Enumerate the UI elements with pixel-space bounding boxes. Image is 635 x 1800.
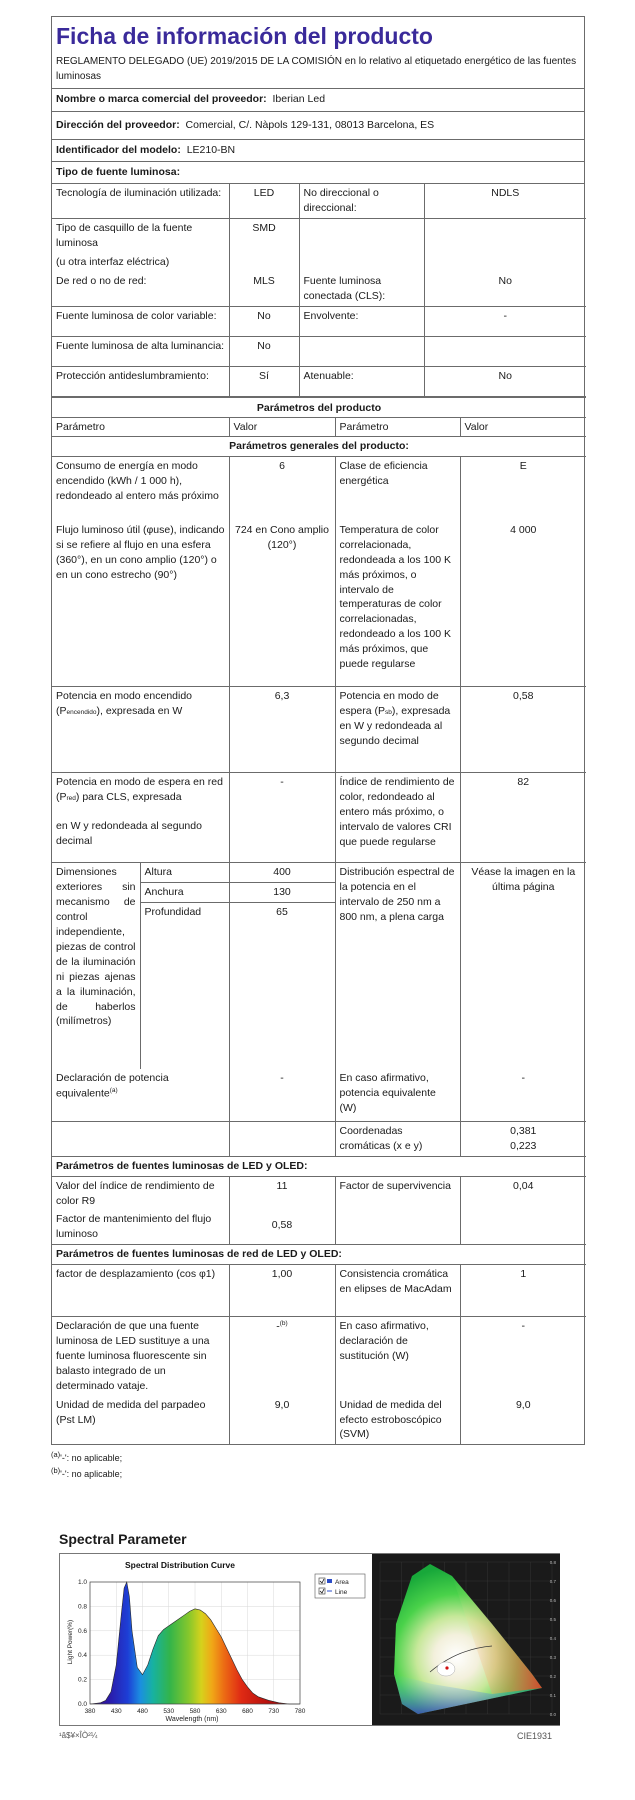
energy-label: Consumo de energía en modo encendido (kWh / 1 000 h), redondeado al entero más próximo [56, 460, 219, 503]
source-type-label: No direccional o direccional: [299, 184, 424, 218]
supplier-address-row [52, 112, 584, 140]
efficiency-value: E [460, 457, 586, 521]
footnotes [51, 1449, 122, 1482]
replace-w-label: En caso afirmativo, declaración de sustitución (W) [335, 1317, 460, 1396]
y-tick-label: 0.0 [77, 1701, 87, 1708]
spectral-distribution-chart [60, 1554, 372, 1725]
spd-value: Véase la imagen en la última página [460, 863, 586, 1070]
source-type-value [424, 253, 586, 272]
cie-tick-label: 0.7 [549, 1579, 556, 1584]
depth-value: 65 [276, 906, 288, 919]
net-standby-label: Potencia en modo de espera en red (Pred) para CLS, expresada en W y redondeada al segundo decimal [56, 776, 223, 848]
survival-label: Factor de supervivencia [335, 1176, 460, 1210]
width-value: 130 [230, 883, 335, 903]
source-type-value: Sí [229, 366, 299, 396]
x-tick-label: 530 [163, 1708, 175, 1715]
chart-legend [315, 1574, 365, 1598]
flux-label: Flujo luminoso útil (φuse), indicando si se refiere al flujo en una esfera (360°), en un cono amplio (120°) o en un cono estrecho (90°) [56, 523, 225, 581]
supplier-address-value: Comercial, C/. Nàpols 129-131, 08013 Barcelona, ES [185, 118, 435, 131]
source-type-label: Fuente luminosa conectada (CLS): [299, 272, 424, 306]
source-type-label: Atenuable: [299, 366, 424, 396]
coords-label: Coordenadas cromáticas (x e y) [335, 1121, 460, 1156]
source-type-label: Tecnología de iluminación utilizada: [56, 187, 222, 200]
standby-label: Potencia en modo de espera (Psb), expresada en W y redondeada al segundo decimal [335, 687, 460, 773]
mains-heading: Parámetros de fuentes luminosas de red de LED y OLED: [56, 1248, 342, 1261]
cct-value: 4 000 [460, 521, 586, 687]
source-type-label: Fuente luminosa de alta luminancia: [56, 339, 225, 352]
svm-label: Unidad de medida del efecto estroboscópico (SVM) [335, 1396, 460, 1445]
source-type-label: Tipo de casquillo de la fuente luminosa [56, 222, 193, 250]
source-type-value: No [229, 306, 299, 336]
source-type-label: Protección antideslumbramiento: [56, 369, 209, 382]
supplier-address-label: Dirección del proveedor: [56, 118, 180, 131]
cie-chromaticity-diagram [372, 1554, 560, 1725]
svm-value: 9,0 [460, 1396, 586, 1445]
cie-tick-label: 0.0 [549, 1712, 556, 1717]
depth-label: Profundidad [144, 906, 202, 919]
coords-empty-2 [229, 1121, 335, 1156]
model-id-row [52, 140, 584, 162]
x-tick-label: 430 [110, 1708, 122, 1715]
source-type-label: Envolvente: [299, 306, 424, 336]
dims-subcol [140, 863, 229, 1069]
col-param-2: Parámetro [335, 417, 460, 437]
y-axis-label: Light Power(%) [67, 1619, 74, 1665]
coords-empty [52, 1121, 229, 1156]
x-tick-label: 680 [242, 1708, 253, 1715]
supplier-name-row [52, 89, 584, 111]
cie-tick-label: 0.8 [549, 1560, 556, 1565]
source-type-label: (u otra interfaz eléctrica) [56, 255, 170, 268]
coords-value: 0,381 0,223 [460, 1121, 586, 1156]
cie-tick-label: 0.2 [549, 1674, 556, 1679]
source-type-row [52, 336, 586, 366]
source-type-row [52, 306, 586, 336]
legend-area: Area [335, 1579, 349, 1586]
cie-tick-label: 0.3 [549, 1655, 556, 1660]
chart-title: Spectral Distribution Curve [124, 1560, 236, 1570]
cie-tick-label: 0.1 [549, 1693, 556, 1698]
source-type-value [229, 253, 299, 272]
replace-value: -$^{(b)}$ [229, 1317, 335, 1396]
source-type-label [299, 253, 424, 272]
supplier-name-value: Iberian Led [272, 93, 326, 106]
model-id-label: Identificador del modelo: [56, 143, 181, 156]
source-type-label: De red o no de red: [56, 274, 147, 287]
x-tick-label: 780 [294, 1708, 306, 1715]
source-type-table [52, 184, 586, 396]
height-label: Altura [141, 863, 230, 883]
source-type-heading [52, 162, 584, 184]
disp-label: factor de desplazamiento (cos φ1) [56, 1268, 216, 1281]
source-type-label [299, 219, 424, 253]
y-tick-label: 1.0 [77, 1579, 87, 1586]
dims-label: Dimensiones exteriores sin mecanismo de control independiente, piezas de control de la iluminación ni piezas ajenas a la iluminación, de haberlos (milímetros) [56, 866, 136, 1028]
cri-value: 82 [460, 773, 586, 863]
flux-value: 724 en Cono amplio (120°) [229, 521, 335, 687]
source-type-value: LED [229, 184, 299, 218]
spd-label: Distribución espectral de la potencia en el intervalo de 250 nm a 800 nm, a plena carga [335, 863, 460, 1070]
y-tick-label: 0.6 [77, 1627, 87, 1635]
x-axis-label: Wavelength (nm) [165, 1716, 219, 1723]
efficiency-label: Clase de eficiencia energética [335, 457, 460, 521]
title-block [52, 17, 584, 89]
source-type-row [52, 366, 586, 396]
source-type-value [424, 336, 586, 366]
source-type-value [424, 219, 586, 253]
cct-label: Temperatura de color correlacionada, redondeada a los 100 K más próximos, o intervalo de temperaturas de color correlacionadas, redondeado a los 100 K más próximos, que puede regularse [335, 521, 460, 687]
legend-line: Line [335, 1589, 348, 1596]
source-type-label [299, 336, 424, 366]
cie-ticks [550, 1560, 557, 1717]
source-type-label: Fuente luminosa de color variable: [56, 309, 217, 322]
maint-empty-2 [460, 1210, 586, 1244]
spectral-section-title: Spectral Parameter [59, 1531, 187, 1547]
footnote-a: $^{(a)}$'-': no aplicable; [51, 1450, 123, 1463]
source-type-value: No [424, 366, 586, 396]
source-type-value: NDLS [424, 184, 586, 218]
y-tick-label: 0.2 [77, 1676, 87, 1684]
power-on-label: Potencia en modo encendido (Pencendido), expresada en W [56, 690, 193, 718]
power-on-value: 6,3 [229, 687, 335, 773]
r9-value: 11 [229, 1176, 335, 1210]
source-type-row [52, 272, 586, 306]
dims-cell [52, 863, 229, 1070]
survival-value: 0,04 [460, 1176, 586, 1210]
params-table [52, 397, 586, 1445]
cie-tick-label: 0.4 [549, 1636, 556, 1641]
source-type-row [52, 253, 586, 272]
source-type-value: - [424, 306, 586, 336]
y-tick-label: 0.8 [77, 1603, 87, 1611]
cri-label: Índice de rendimiento de color, redondeado al entero más próximo, o intervalo de valores CRI que puede regularse [335, 773, 460, 863]
maint-value: 0,58 [229, 1210, 335, 1244]
disp-value: 1,00 [229, 1265, 335, 1317]
source-type-value: No [229, 336, 299, 366]
flicker-value: 9,0 [229, 1396, 335, 1445]
col-param-1: Parámetro [56, 420, 106, 433]
width-label: Anchura [141, 883, 230, 903]
flicker-label: Unidad de medida del parpadeo (Pst LM) [56, 1398, 206, 1426]
spectral-footer-left: ¹â$¥×ÎÒ²¼ [59, 1731, 98, 1740]
page-title: Ficha de información del producto [56, 23, 433, 49]
footnote-b: $^{(b)}$'-': no aplicable; [51, 1466, 123, 1480]
equiv-w-label: En caso afirmativo, potencia equivalente (W) [335, 1069, 460, 1121]
dims-values [229, 863, 335, 1070]
cie-tick-label: 0.5 [549, 1617, 556, 1622]
maint-empty [335, 1210, 460, 1244]
spectral-footer-right: CIE1931 [517, 1731, 553, 1741]
source-type-value: No [424, 272, 586, 306]
led-heading: Parámetros de fuentes luminosas de LED y OLED: [56, 1159, 308, 1172]
equiv-w-value: - [460, 1069, 586, 1121]
equiv-label: Declaración de potencia equivalente$^{(a)}$ [56, 1072, 169, 1100]
x-tick-label: 580 [189, 1708, 201, 1715]
measurement-point [445, 1666, 448, 1669]
general-params-heading: Parámetros generales del producto: [229, 440, 409, 453]
product-info-sheet [51, 16, 585, 1445]
source-type-value: SMD [229, 219, 299, 253]
macadam-label: Consistencia cromática en elipses de MacAdam [335, 1265, 460, 1317]
cie-tick-label: 0.6 [549, 1598, 556, 1603]
replace-w-value: - [460, 1317, 586, 1396]
x-tick-label: 380 [84, 1708, 96, 1715]
source-type-row [52, 219, 586, 253]
source-type-heading-text: Tipo de fuente luminosa: [56, 166, 181, 179]
y-tick-label: 0.4 [77, 1652, 87, 1660]
model-id-value: LE210-BN [186, 143, 236, 156]
regulation-text: REGLAMENTO DELEGADO (UE) 2019/2015 DE LA COMISIÓN en lo relativo al etiquetado energético de las fuentes luminosas [56, 56, 577, 82]
source-type-value: MLS [229, 272, 299, 306]
energy-value: 6 [229, 457, 335, 521]
macadam-value: 1 [460, 1265, 586, 1317]
x-tick-label: 730 [268, 1708, 280, 1715]
params-heading: Parámetros del producto [256, 401, 382, 414]
net-standby-value: - [229, 773, 335, 863]
net-standby-label-cont: en W y redondeada al segundo decimal [56, 820, 202, 848]
standby-value: 0,58 [460, 687, 586, 773]
spectral-figure [59, 1553, 560, 1726]
maint-label: Factor de mantenimiento del flujo luminoso [56, 1213, 212, 1241]
x-tick-label: 480 [137, 1708, 148, 1715]
x-tick-label: 630 [215, 1708, 227, 1715]
r9-label: Valor del índice de rendimiento de color R9 [56, 1179, 215, 1207]
supplier-name-label: Nombre o marca comercial del proveedor: [56, 93, 267, 106]
col-value-2: Valor [460, 417, 586, 437]
source-type-row [52, 184, 586, 218]
replace-label: Declaración de que una fuente luminosa de LED sustituye a una fuente luminosa fluorescente sin balasto integrado de un determinado vataje. [56, 1320, 210, 1392]
col-value-1: Valor [229, 417, 335, 437]
height-value: 400 [230, 863, 335, 883]
equiv-value: - [229, 1069, 335, 1121]
